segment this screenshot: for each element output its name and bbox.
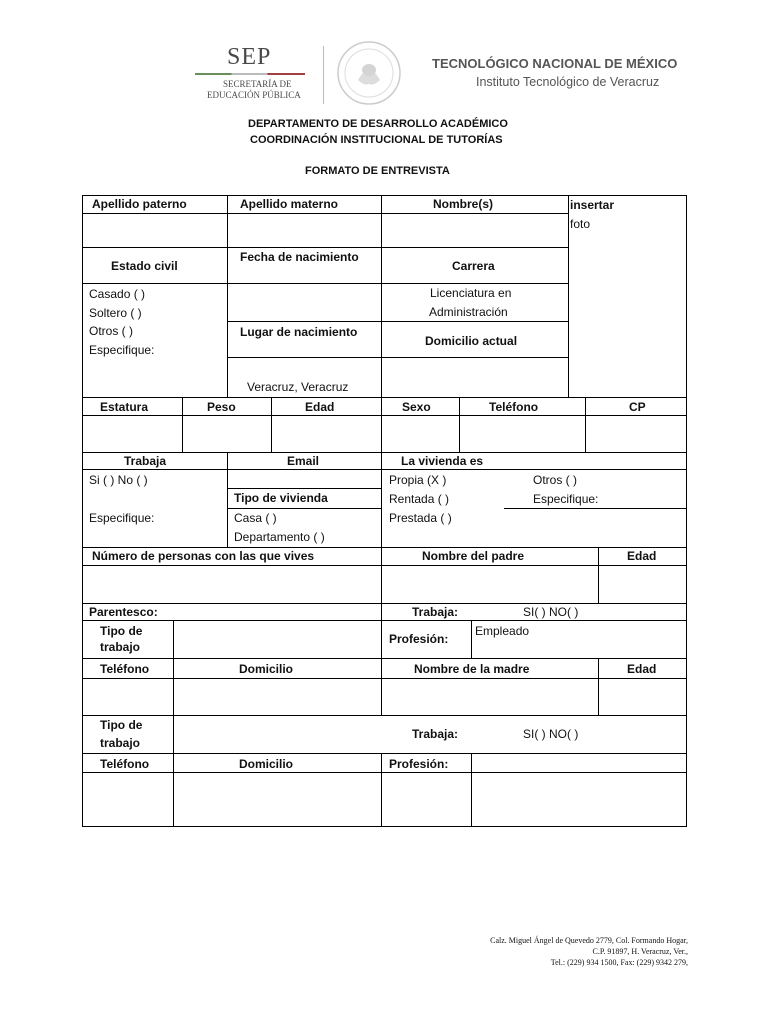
label-carrera: Carrera bbox=[452, 259, 495, 273]
label-edad-padre: Edad bbox=[627, 549, 657, 563]
sep-logo bbox=[193, 44, 309, 104]
option-casado: Casado ( ) bbox=[89, 287, 146, 301]
label-tipo-trabajo-1b: trabajo bbox=[100, 640, 141, 654]
label-tipo-trabajo-1a: Tipo de bbox=[100, 624, 143, 638]
label-email: Email bbox=[287, 454, 320, 468]
label-insertar: insertar bbox=[570, 198, 615, 212]
label-cp: CP bbox=[629, 400, 646, 414]
option-propia: Propia (X ) bbox=[389, 473, 447, 487]
label-profesion-padre: Profesión: bbox=[389, 632, 449, 646]
header-divider bbox=[323, 46, 324, 104]
option-soltero: Soltero ( ) bbox=[89, 306, 142, 320]
label-peso: Peso bbox=[207, 400, 236, 414]
label-nombres: Nombre(s) bbox=[433, 197, 494, 211]
label-estado-civil: Estado civil bbox=[111, 259, 178, 273]
sep-logo-text: SEP bbox=[227, 44, 272, 70]
label-domicilio-padre: Domicilio bbox=[239, 662, 294, 676]
label-vivienda-es: La vivienda es bbox=[401, 454, 484, 468]
footer-address-3: Tel.: (229) 934 1500, Fax: (229) 9342 279, bbox=[550, 958, 688, 967]
label-trabaja: Trabaja bbox=[124, 454, 167, 468]
label-profesion-madre: Profesión: bbox=[389, 757, 449, 771]
label-tipo-trabajo-2a: Tipo de bbox=[100, 718, 143, 732]
label-apellido-materno: Apellido materno bbox=[240, 197, 339, 211]
label-especifique: Especifique: bbox=[89, 343, 155, 357]
label-telefono: Teléfono bbox=[489, 400, 539, 414]
label-edad-madre: Edad bbox=[627, 662, 657, 676]
footer-address-1: Calz. Miguel Ángel de Quevedo 2779, Col. Formando Hogar, bbox=[490, 936, 688, 945]
sep-stripe bbox=[195, 73, 305, 75]
footer-address-2: C.P. 91897, H. Veracruz, Ver., bbox=[592, 947, 688, 956]
label-especifique-vivienda: Especifique: bbox=[533, 492, 599, 506]
dept-title-2: COORDINACIÓN INSTITUCIONAL DE TUTORÍAS bbox=[250, 134, 503, 146]
sep-line2: EDUCACIÓN PÚBLICA bbox=[207, 90, 301, 100]
label-fecha-nacimiento: Fecha de nacimiento bbox=[240, 250, 359, 264]
option-otros: Otros ( ) bbox=[89, 324, 133, 338]
value-carrera-2: Administración bbox=[429, 305, 508, 319]
label-telefono-madre: Teléfono bbox=[100, 757, 150, 771]
label-tipo-trabajo-2b: trabajo bbox=[100, 736, 141, 750]
label-lugar-nacimiento: Lugar de nacimiento bbox=[240, 325, 358, 339]
institution-name: TECNOLÓGICO NACIONAL DE MÉXICO bbox=[432, 56, 678, 71]
label-especifique-trabajo: Especifique: bbox=[89, 511, 155, 525]
label-tipo-vivienda: Tipo de vivienda bbox=[234, 491, 328, 505]
value-lugar-nacimiento: Veracruz, Veracruz bbox=[247, 380, 349, 394]
label-estatura: Estatura bbox=[100, 400, 149, 414]
value-carrera-1: Licenciatura en bbox=[430, 286, 512, 300]
value-profesion-padre: Empleado bbox=[475, 624, 530, 638]
option-rentada: Rentada ( ) bbox=[389, 492, 450, 506]
label-apellido-paterno: Apellido paterno bbox=[92, 197, 187, 211]
label-trabaja-padre: Trabaja: bbox=[412, 605, 459, 619]
option-si-no-madre: SI( ) NO( ) bbox=[523, 727, 579, 741]
option-si-no: Si ( ) No ( ) bbox=[89, 473, 148, 487]
label-nombre-padre: Nombre del padre bbox=[422, 549, 525, 563]
dept-title-1: DEPARTAMENTO DE DESARROLLO ACADÉMICO bbox=[248, 118, 508, 130]
option-casa: Casa ( ) bbox=[234, 511, 277, 525]
label-domicilio-madre: Domicilio bbox=[239, 757, 294, 771]
option-si-no-padre: SI( ) NO( ) bbox=[523, 605, 579, 619]
option-departamento: Departamento ( ) bbox=[234, 530, 325, 544]
option-otros-vivienda: Otros ( ) bbox=[533, 473, 577, 487]
label-trabaja-madre: Trabaja: bbox=[412, 727, 459, 741]
form-title: FORMATO DE ENTREVISTA bbox=[305, 165, 450, 177]
label-sexo: Sexo bbox=[402, 400, 431, 414]
label-telefono-padre: Teléfono bbox=[100, 662, 150, 676]
label-edad: Edad bbox=[305, 400, 335, 414]
label-num-personas: Número de personas con las que vives bbox=[92, 549, 315, 563]
label-nombre-madre: Nombre de la madre bbox=[414, 662, 530, 676]
mexico-seal-icon bbox=[336, 40, 402, 106]
label-foto: foto bbox=[570, 217, 591, 231]
label-domicilio-actual: Domicilio actual bbox=[425, 334, 518, 348]
sep-line1: SECRETARÍA DE bbox=[223, 79, 292, 89]
label-parentesco: Parentesco: bbox=[89, 605, 158, 619]
campus-name: Instituto Tecnológico de Veracruz bbox=[476, 75, 660, 89]
option-prestada: Prestada ( ) bbox=[389, 511, 452, 525]
